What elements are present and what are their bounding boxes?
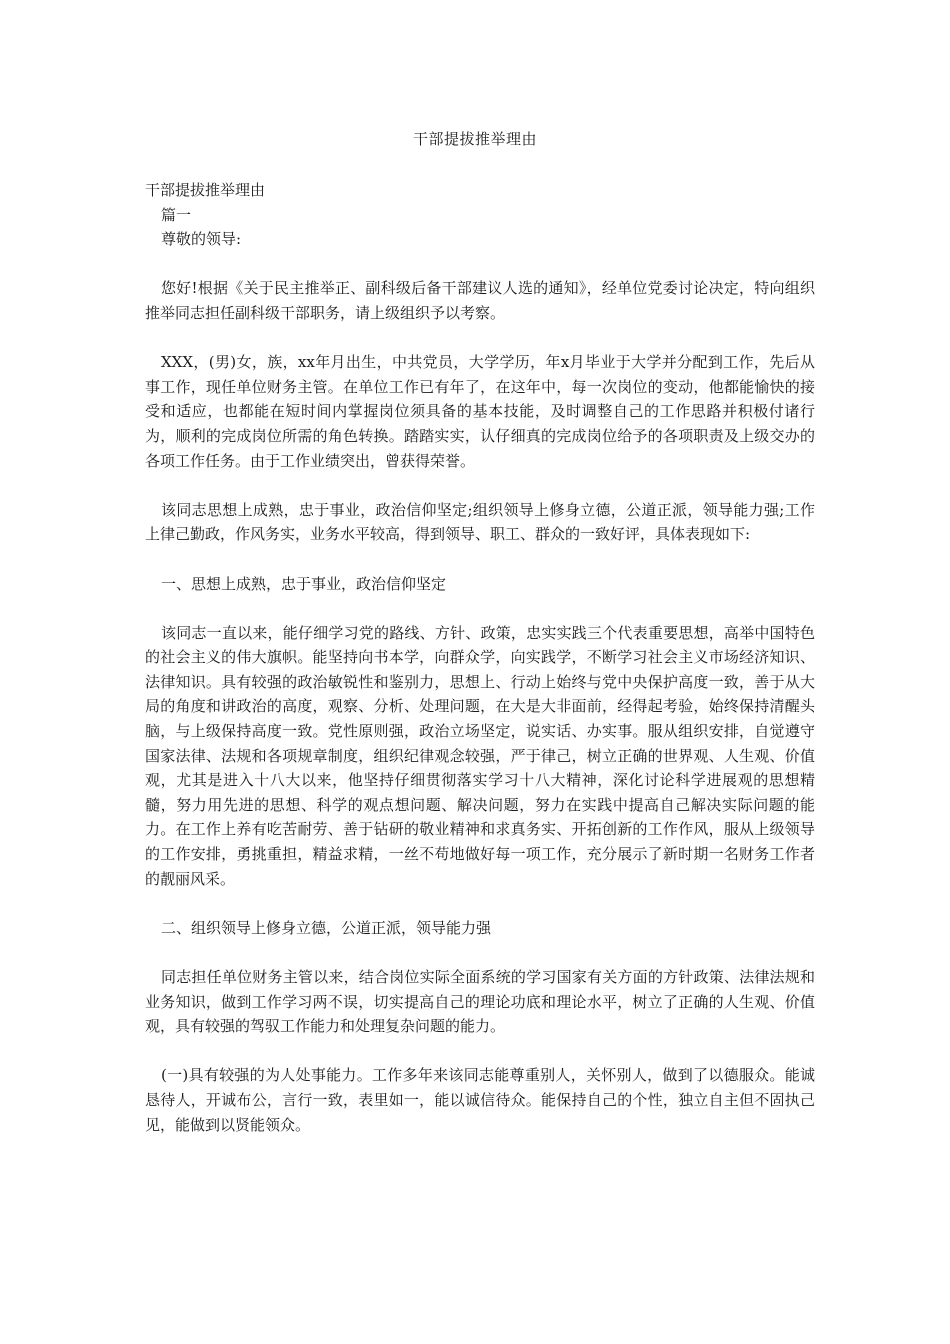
document-subtitle: 干部提拔推举理由 (145, 181, 266, 199)
spacer (145, 596, 815, 621)
spacer (145, 940, 815, 965)
spacer (145, 891, 815, 916)
salutation: 尊敬的领导: (161, 230, 242, 249)
spacer (145, 547, 815, 572)
spacer (145, 473, 815, 498)
paragraph-conduct: (一)具有较强的为人处事能力。工作多年来该同志能尊重别人，关怀别人，做到了以德服众。能诚恳待人，开诚布公，言行一致，表里如一，能以诚信待众。能保持自己的个性，独立自主但不固执己见，能做到以贤能领众。 (145, 1066, 815, 1134)
section-label: 篇一 (161, 205, 192, 224)
spacer (145, 326, 815, 351)
section-heading-two: 二、组织领导上修身立德，公道正派，领导能力强 (161, 918, 492, 937)
spacer (145, 252, 815, 277)
section-heading-one: 一、思想上成熟，忠于事业，政治信仰坚定 (161, 574, 447, 593)
document-title: 干部提拔推举理由 (412, 130, 537, 148)
spacer (145, 1039, 815, 1064)
paragraph-profile: XXX，(男)女，族，xx年月出生，中共党员，大学学历，年x月毕业于大学并分配到工作，先后从事工作，现任单位财务主管。在单位工作已有年了，在这年中，每一次岗位的变动，他都能愉快的接受和适应，也都能在短时间内掌握岗位须具备的基本技能，及时调整自己的工作思路并积极付诸行为，顺利的完成岗位所需的角色转换。踏踏实实，认仔细真的完成岗位给予的各项职责及上级交办的各项工作任务。由于工作业绩突出，曾获得荣誉。 (145, 353, 815, 470)
paragraph-leadership: 同志担任单位财务主管以来，结合岗位实际全面系统的学习国家有关方面的方针政策、法律法规和业务知识，做到工作学习两不误，切实提高自己的理论功底和理论水平，树立了正确的人生观、价值观，具有较强的驾驭工作能力和处理复杂问题的能力。 (145, 968, 815, 1036)
paragraph-greeting: 您好!根据《关于民主推举正、副科级后备干部建议人选的通知》，经单位党委讨论决定，特向组织推举同志担任副科级干部职务，请上级组织予以考察。 (145, 279, 815, 322)
paragraph-summary: 该同志思想上成熟，忠于事业，政治信仰坚定;组织领导上修身立德，公道正派，领导能力强;工作上律己勤政，作风务实，业务水平较高，得到领导、职工、群众的一致好评，具体表现如下: (145, 500, 815, 544)
document-body (145, 178, 815, 1137)
paragraph-ideology: 该同志一直以来，能仔细学习党的路线、方针、政策，忠实实践三个代表重要思想，高举中国特色的社会主义的伟大旗帜。能坚持向书本学，向群众学，向实践学，不断学习社会主义市场经济知识、法律知识。具有较强的政治敏锐性和鉴别力，思想上、行动上始终与党中央保护高度一致，善于从大局的角度和讲政治的高度，观察、分析、处理问题，在大是大非面前，经得起考验，始终保持清醒头脑，与上级保持高度一致。党性原则强，政治立场坚定，说实话、办实事。服从组织安排，自觉遵守国家法律、法规和各项规章制度，组织纪律观念较强，严于律己，树立正确的世界观、人生观、价值观，尤其是进入十八大以来，他坚持仔细贯彻落实学习十八大精神，深化讨论科学进展观的思想精髓，努力用先进的思想、科学的观点想问题、解决问题，努力在实践中提高自己解决实际问题的能力。在工作上养有吃苦耐劳、善于钻研的敬业精神和求真务实、开拓创新的工作作风，服从上级领导的工作安排，勇挑重担，精益求精，一丝不苟地做好每一项工作，充分展示了新时期一名财务工作者的靓丽风采。 (145, 623, 815, 888)
